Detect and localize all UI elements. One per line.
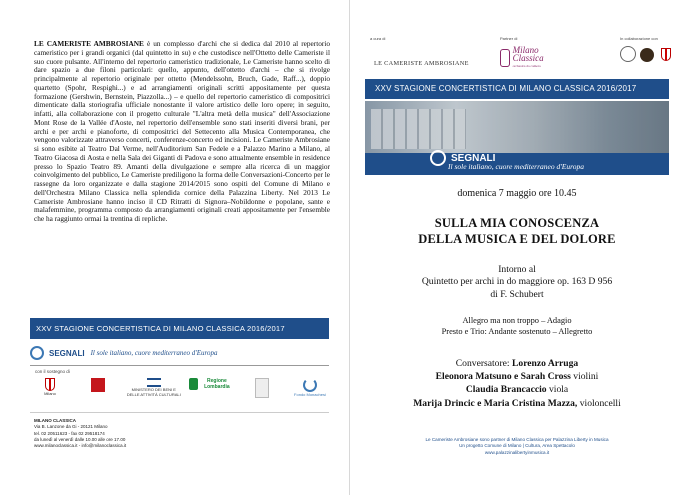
sponsors-label: con il sostegno di: [35, 369, 70, 374]
gray-logo-icon: [255, 378, 269, 398]
event-date: domenica 7 maggio ore 10.45: [457, 188, 577, 199]
viola-line: Claudia Brancaccio viola: [465, 384, 569, 396]
regione-icon: [189, 378, 197, 390]
milano-classica-logo: Milano Classica orchestra da camera: [500, 46, 550, 70]
milano-shield-icon: [661, 48, 671, 61]
contact-web[interactable]: www.milanoclassica.it - info@milanoclassica.it: [34, 443, 127, 449]
collab-logo-2: [640, 48, 654, 64]
seal-icon: [640, 48, 654, 62]
separator-line-2: [30, 412, 329, 413]
sponsor-regione: Regione Lombardia: [189, 378, 233, 390]
circle-logo-icon: [620, 46, 636, 62]
contact-hours: da lunedì al venerdì dalle 10.00 alle ore 17.00: [34, 436, 126, 442]
footer-website[interactable]: www.palazzinalibertyinmusica.it: [484, 449, 550, 455]
cellos-line: Marija Drincic e Maria Cristina Mazza, violoncelli: [413, 397, 621, 409]
ministero-icon: [147, 378, 161, 387]
contact-address: Via B. Lanzone da Gi - 20121 Milano: [34, 424, 108, 430]
label-a-cura: a cura di: [370, 36, 386, 41]
milano-shield-icon: [45, 378, 55, 391]
cameriste-logo: LE CAMERISTE AMBROSIANE: [374, 60, 469, 67]
separator-line: [30, 365, 329, 366]
performers: [365, 357, 669, 410]
footer-credits: Le Cameriste Ambrosiane sono partner di Milano Classica per Palazzina Liberty in Musica Un progetto Comune di Milano | Cultura, Area Spettacolo www.palazzinalibertyinmusica.it: [365, 437, 669, 456]
speaker-line: Conversatore: Lorenzo Arruga: [455, 358, 579, 369]
milano-classica-icon: [500, 49, 510, 67]
sponsor-logos: [30, 378, 330, 398]
contact-phone: tel. 02 20511623 - fax 02 29518174: [34, 430, 105, 436]
contact-block: [34, 418, 126, 449]
sponsor-milano: Milano: [30, 378, 70, 396]
red-square-icon: [91, 378, 105, 392]
contact-title: MILANO CLASSICA: [34, 418, 76, 423]
violins-line: Eleonora Matsuno e Sarah Cross violini: [435, 371, 599, 383]
program-intro: Intorno al Quintetto per archi in do maggiore op. 163 D 956 di F. Schubert: [421, 264, 613, 300]
spiral-icon: [30, 346, 44, 360]
palazzina-photo: [365, 101, 669, 153]
segnali-word: SEGNALI: [451, 152, 496, 164]
swirl-icon: [303, 378, 317, 392]
sponsor-fondo: Fondo Monachesi: [290, 378, 330, 397]
season-banner-left: XXV STAGIONE CONCERTISTICA DI MILANO CLASSICA 2016/2017: [30, 318, 329, 339]
segnali-tagline: Il sole italiano, cuore mediterraneo d'Europa: [448, 162, 585, 171]
fold-divider: [349, 0, 350, 495]
segnali-logo-left: [30, 346, 218, 360]
sponsor-red: [78, 378, 118, 392]
collab-logo-1: [620, 46, 636, 64]
label-partner: Partner di: [500, 36, 518, 41]
movements: Allegro ma non troppo – Adagio Presto e Trio: Andante sostenuto – Allegretto: [441, 316, 593, 336]
season-banner-right: XXV STAGIONE CONCERTISTICA DI MILANO CLASSICA 2016/2017: [365, 79, 669, 99]
sponsor-ministero: MINISTERO DEI BENI E DELLE ATTIVITÀ CULTURALI: [127, 378, 181, 397]
ensemble-name: LE CAMERISTE AMBROSIANE: [34, 39, 144, 48]
spiral-icon: [430, 150, 446, 166]
collab-logo-3: [661, 48, 671, 61]
segnali-tagline: Il sole italiano, cuore mediterraneo d'Europa: [90, 349, 218, 357]
event-title: SULLA MIA CONOSCENZA DELLA MUSICA E DEL DOLORE: [418, 216, 616, 246]
label-collab: In collaborazione con: [620, 36, 658, 41]
ensemble-bio: [34, 40, 330, 224]
ensemble-bio-text: è un complesso d'archi che si dedica dal 2010 al repertorio cameristico per i grandi organici (dal quintetto in su) e che custodisce nell'Ottetto delle Cameriste il suo cuore pulsante. All'interno del repertorio cameristico tradizionale, Le Cameriste hanno scelto di dare spazio a due filoni particolari: quello, appunto, dell'ottetto d'archi – che si rivolge principalmente al repertorio originale per ottetto (Mendelssohn, Bruch, Gade, Raff...), doppio quartetto (Spohr, Respighi...) e ad arrangiamenti originali scritti appositamente per questa formazione (Gershwin, Bernstein, Piazzolla...) – e quello del repertorio cameristico di compositrici dimenticate dalla storiografia ufficiale nonostante il valore artistico delle loro opere; in seguito, infatti, alla collaborazione con il progetto culturale "L'altra metà della musica" dell'Associazione Mont Rose de la Vallée d'Aoste, nel repertorio dell'ensemble sono stati inseriti diversi brani, per archi e per archi e pianoforte, di compositrici del Settecento alla Musica Contemporanea, che vengono valorizzate attraverso concerti, conferenze-concerto ed incisioni. Le Cameriste Ambrosiane si sono esibite al Teatro Dal Verme, nell'Auditorium San Fedele e a Palazzo Marino a Milano, al Teatro Giacosa di Aosta e nella Sala dei Giganti di Padova e sono attualmente ensemble in residence presso lo Spazio Teatro 89. Amanti della divulgazione e sempre alla ricerca di un maggior coinvolgimento del pubblico, Le Cameriste prediligono la forma delle Conversazioni-Concerto per le rassegne da loro organizzate e dalla stagione 2014/2015 sono ospiti del Comune di Milano e dell'Orchestra Milano Classica nella splendida cornice della Palazzina Liberty. Nel 2013 Le Cameriste Ambrosiane hanno inciso il CD Ritratti di Signora–Nobildonne e popolane, sante e malafemmine, programma composto da arrangiamenti originali creati appositamente per l'ensemble che ha raggiunto ormai la trentina di repliche.: [34, 39, 330, 223]
segnali-word: SEGNALI: [49, 348, 85, 358]
sponsor-gray: [242, 378, 282, 398]
